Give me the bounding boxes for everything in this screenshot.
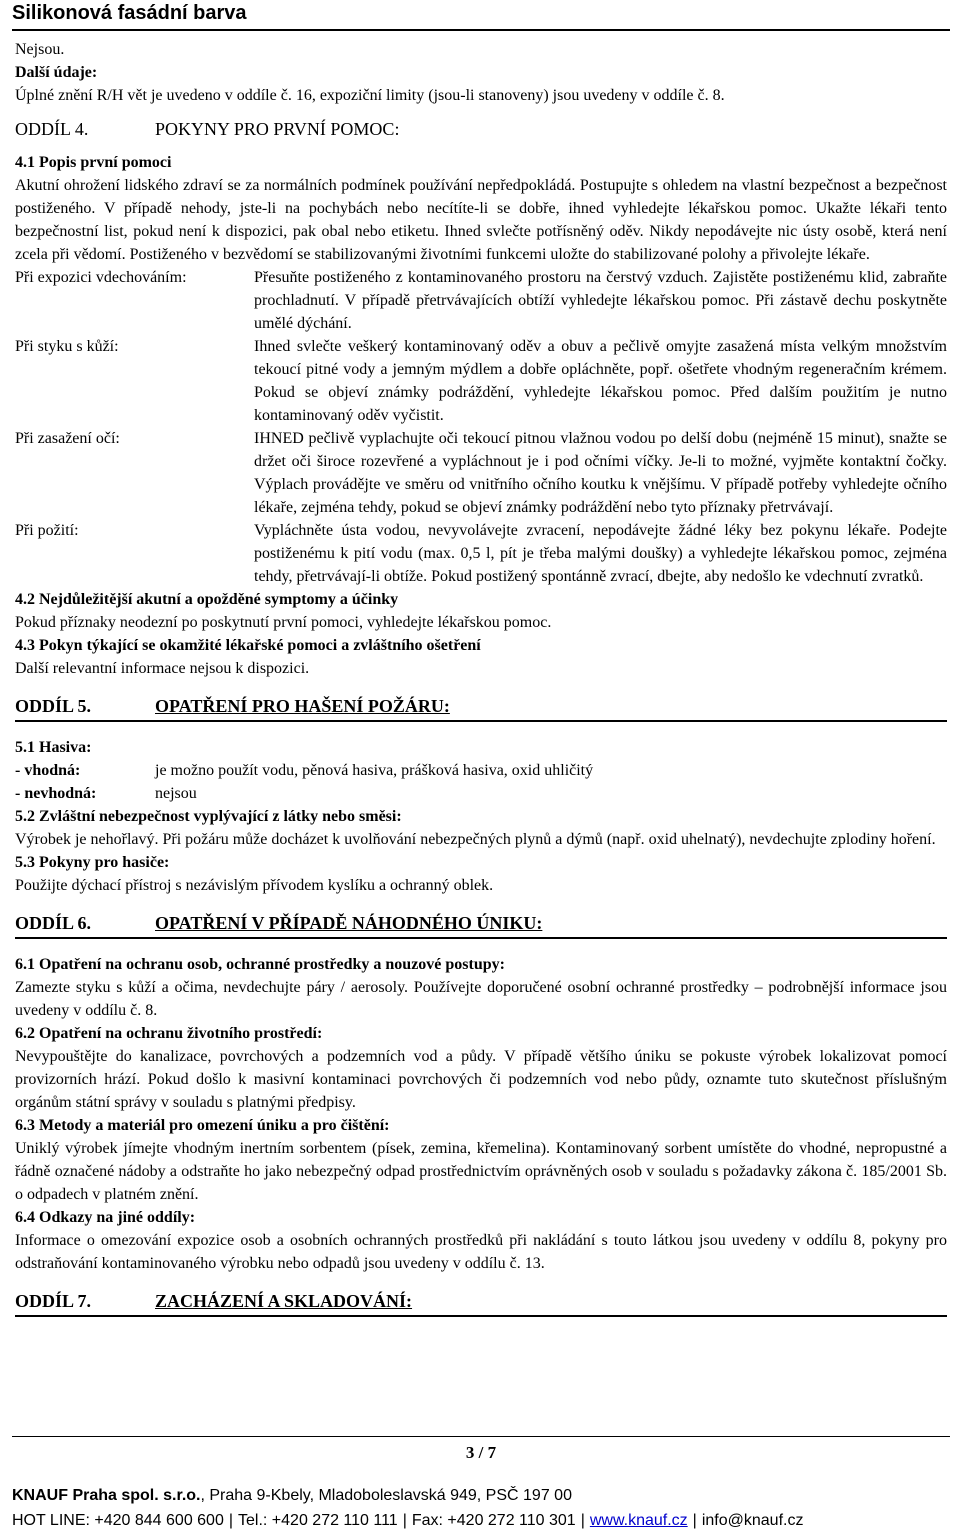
contact-line: HOT LINE: +420 844 600 600 | Tel.: +420 272 110 111 | Fax: +420 272 110 301 | www.knauf.cz | info@knauf.cz (12, 1512, 804, 1529)
subsection-6-2-heading: 6.2 Opatření na ochranu životního prostředí: (15, 1025, 323, 1042)
document-title: Silikonová fasádní barva (12, 0, 950, 31)
first-aid-label: Při expozici vdechováním: (15, 269, 187, 286)
subsection-4-3-text: Další relevantní informace nejsou k dispozici. (15, 660, 310, 677)
extinguisher-suitable (15, 759, 947, 782)
first-aid-skin (15, 335, 947, 427)
company-info (12, 1484, 950, 1507)
extinguisher-unsuitable (15, 782, 947, 805)
company-address: , Praha 9-Kbely, Mladoboleslavská 949, PSČ 197 00 (200, 1487, 572, 1504)
email-address[interactable]: info@knauf.cz (701, 1512, 804, 1529)
first-aid-text: Přesuňte postiženého z kontaminovaného prostoru na čerstvý vzduch. Zajistěte postiženému klid, zabraňte prochladnutí. V případě přetrvávajících obtíží vyhledejte lékařskou pomoc. Při zástavě dechu poskytněte umělé dýchání. (254, 269, 947, 332)
extinguisher-label: - vhodná: (15, 762, 81, 779)
first-aid-eyes (15, 427, 947, 519)
page-footer (12, 1436, 950, 1532)
document-body (15, 38, 947, 1331)
subsection-4-2-heading: 4.2 Nejdůležitější akutní a opožděné symptomy a účinky (15, 591, 399, 608)
subsection-6-3-text: Uniklý výrobek jímejte vhodným inertním sorbentem (písek, zemina, křemelina). Kontaminovaný sorbent umístěte do vhodné, nepropustné a řádně označené nádoby a odstraňte ho jako nebezpečný odpad prostřednictvím oprávněných osob v souladu s požadavky zákona č. 185/2001 Sb. o odpadech v platném znění. (15, 1140, 947, 1203)
subsection-6-4-heading: 6.4 Odkazy na jiné oddíly: (15, 1209, 196, 1226)
subsection-5-2-heading: 5.2 Zvláštní nebezpečnost vyplývající z látky nebo směsi: (15, 808, 402, 825)
subsection-4-1-text: Akutní ohrožení lidského zdraví se za normálních podmínek používání nepředpokládá. Postupujte s ohledem na vlastní bezpečnost a bezpečnost postiženého. V případě nehody, jste-li na pochybách nebo necítíte-li se dobře, ihned vyhledejte lékařskou pomoc. Ukažte lékaři tento bezpečnostní list, pokud není k dispozici, pak obal nebo etiketu. Ihned svlečte potřísněný oděv. Nikdy nepodávejte nic ústy osobě, která není zcela při vědomí. Postiženého v bezvědomí se stabilizovanými životními funkcemi uložte do stabilizované polohy a přivolejte lékaře. (15, 177, 947, 263)
subsection-4-1-heading: 4.1 Popis první pomoci (15, 154, 172, 171)
fax-number: Fax: +420 272 110 301 (411, 1512, 576, 1529)
first-aid-text: IHNED pečlivě vyplachujte oči tekoucí pitnou vlažnou vodou po delší dobu (nejméně 15 minut), snažte se držet oči široce rozevřené a vypláchnout je i pod očními víčky. Je-li to možné, vyjměte kontaktní čočky. Výplach provádějte ve směru od vnitřního očního koutku k vnějšímu. V případě potřeby vyhledejte očního lékaře, zejména tehdy, pokud se objeví známky podráždění nebo tyto příznaky přetrvávají. (254, 430, 947, 516)
section-number: ODDÍL 7. (15, 1291, 92, 1311)
first-aid-text: Vypláchněte ústa vodou, nevyvolávejte zvracení, nepodávejte žádné léky bez pokynu lékaře. Podejte postiženému k pití vodu (max. 0,5 l, pít je třeba malými doušky) a vyhledejte lékařskou pomoc, zejména tehdy, přetrvávají-li obtíže. Pokud postižený spontánně zvrací, dbejte, aby nedošlo ke vdechnutí zvratků. (254, 522, 947, 585)
extinguisher-text: je možno použít vodu, pěnová hasiva, prášková hasiva, oxid uhličitý (155, 762, 594, 779)
section-number: ODDÍL 4. (15, 119, 89, 139)
subsection-5-3-text: Použijte dýchací přístroj s nezávislým přívodem kyslíku a ochranný oblek. (15, 877, 494, 894)
first-aid-text: Ihned svlečte veškerý kontaminovaný oděv a obuv a pečlivě omyjte zasažená místa velkým množstvím tekoucí pitné vody a jemným mýdlem a dobře opláchněte, popř. ošetřete vhodným regeneračním krémem. Pokud se objeví známky podráždění, vyhledejte lékařskou pomoc. Před dalším použitím je nutno kontaminovaný oděv vyčistit. (254, 338, 947, 424)
first-aid-inhalation (15, 266, 947, 335)
subsection-6-2-text: Nevypouštějte do kanalizace, povrchových a podzemních vod a půdy. V případě většího úniku se pokuste výrobek lokalizovat pomocí provizorních hrází. Pokud došlo k masivní kontaminaci povrchových či podzemních vod nebo půdy, oznamte tuto skutečnost příslušným orgánům státní správy v souladu s platnými předpisy. (15, 1048, 947, 1111)
subsection-5-1-heading: 5.1 Hasiva: (15, 739, 92, 756)
first-aid-label: Při zasažení očí: (15, 430, 120, 447)
section-7-heading (15, 1289, 947, 1317)
section-title: OPATŘENÍ V PŘÍPADĚ NÁHODNÉHO ÚNIKU: (155, 913, 543, 933)
extinguisher-text: nejsou (155, 785, 197, 802)
subsection-4-2-text: Pokud příznaky neodezní po poskytnutí první pomoci, vyhledejte lékařskou pomoc. (15, 614, 552, 631)
subsection-5-3-heading: 5.3 Pokyny pro hasiče: (15, 854, 170, 871)
website-link[interactable]: www.knauf.cz (589, 1512, 688, 1529)
subsection-5-2-text: Výrobek je nehořlavý. Při požáru může docházet k uvolňování nebezpečných plynů a dýmů (např. oxid uhelnatý), nevdechujte zplodiny hoření. (15, 831, 936, 848)
section-number: ODDÍL 5. (15, 696, 92, 716)
first-aid-label: Při styku s kůží: (15, 338, 119, 355)
dalsi-udaje-text: Úplné znění R/H vět je uvedeno v oddíle č. 16, expoziční limity (jsou-li stanoveny) jsou uvedeny v oddíle č. 8. (15, 87, 725, 104)
section-4-heading (15, 117, 947, 141)
dalsi-udaje-label: Další údaje: (15, 64, 98, 81)
section-title: ZACHÁZENÍ A SKLADOVÁNÍ: (155, 1291, 413, 1311)
section-6-heading (15, 911, 947, 939)
section-title: OPATŘENÍ PRO HAŠENÍ POŽÁRU: (155, 696, 450, 716)
subsection-6-1-text: Zamezte styku s kůží a očima, nevdechujte páry / aerosoly. Používejte doporučené osobní ochranné prostředky – podrobnější informace jsou uvedeny v oddílu č. 8. (15, 979, 947, 1019)
intro-line: Nejsou. (15, 41, 65, 58)
subsection-6-3-heading: 6.3 Metody a materiál pro omezení úniku a pro čištění: (15, 1117, 390, 1134)
section-title: POKYNY PRO PRVNÍ POMOC: (155, 119, 400, 139)
subsection-6-4-text: Informace o omezování expozice osob a osobních ochranných prostředků při nakládání s touto látkou jsou uvedeny v oddílu 8, pokyny pro odstraňování kontaminovaného výrobku nebo odpadů jsou uvedeny v oddílu č. 13. (15, 1232, 947, 1272)
company-name: KNAUF Praha spol. s.r.o. (12, 1487, 201, 1504)
hotline-number: HOT LINE: +420 844 600 600 (12, 1512, 224, 1529)
extinguisher-label: - nevhodná: (15, 785, 97, 802)
section-number: ODDÍL 6. (15, 913, 92, 933)
first-aid-label: Při požití: (15, 522, 79, 539)
section-5-heading (15, 694, 947, 722)
telephone-number: Tel.: +420 272 110 111 (238, 1512, 398, 1529)
first-aid-ingestion (15, 519, 947, 588)
page-number: 3 / 7 (465, 1443, 497, 1462)
subsection-6-1-heading: 6.1 Opatření na ochranu osob, ochranné prostředky a nouzové postupy: (15, 956, 505, 973)
subsection-4-3-heading: 4.3 Pokyn týkající se okamžité lékařské pomoci a zvláštního ošetření (15, 637, 481, 654)
